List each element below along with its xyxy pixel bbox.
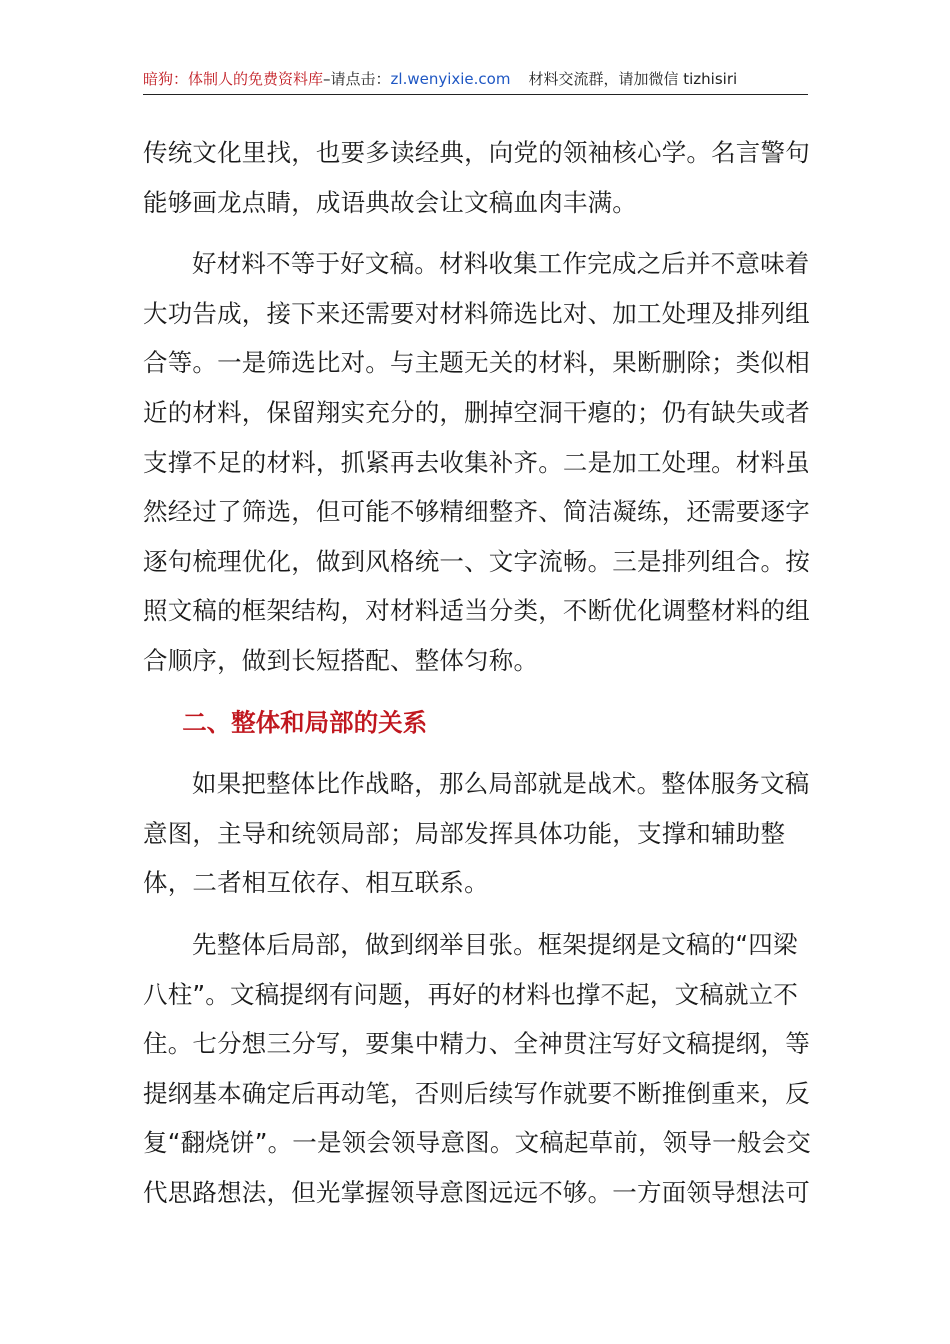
header-click-text: –请点击：: [323, 70, 391, 88]
header-contact: 材料交流群，请加微信 tizhisiri: [528, 70, 738, 88]
paragraph-whole-part: 如果把整体比作战略，那么局部就是战术。整体服务文稿意图，主导和统领局部；局部发挥具体功能，支撑和辅助整体，二者相互依存、相互联系。: [143, 769, 810, 898]
header-brand: 暗狗：体制人的免费资料库: [143, 70, 324, 88]
document-body: [143, 128, 811, 1217]
header-url-link[interactable]: zl.wenyixie.com: [390, 70, 511, 88]
page-header: [143, 68, 808, 95]
section-heading: 二、整体和局部的关系: [182, 707, 428, 737]
paragraph-materials: 好材料不等于好文稿。材料收集工作完成之后并不意味着大功告成，接下来还需要对材料筛选比对、加工处理及排列组合等。一是筛选比对。与主题无关的材料，果断删除；类似相近的材料，保留翔实充分的，删掉空洞干瘪的；仍有缺失或者支撑不足的材料，抓紧再去收集补齐。二是加工处理。材料虽然经过了筛选，但可能不够精细整齐、简洁凝练，还需要逐字逐句梳理优化，做到风格统一、文字流畅。三是排列组合。按照文稿的框架结构，对材料适当分类，不断优化调整材料的组合顺序，做到长短搭配、整体匀称。: [143, 249, 810, 675]
paragraph-outline: 先整体后局部，做到纲举目张。框架提纲是文稿的“四梁八柱”。文稿提纲有问题，再好的材料也撑不起，文稿就立不住。七分想三分写，要集中精力、全神贯注写好文稿提纲，等提纲基本确定后再动笔，否则后续写作就要不断推倒重来，反复“翻烧饼”。一是领会领导意图。文稿起草前，领导一般会交代思路想法，但光掌握领导意图远远不够。一方面领导想法可: [143, 929, 811, 1207]
paragraph-continued: 传统文化里找，也要多读经典，向党的领袖核心学。名言警句能够画龙点睛，成语典故会让文稿血肉丰满。: [143, 138, 810, 217]
